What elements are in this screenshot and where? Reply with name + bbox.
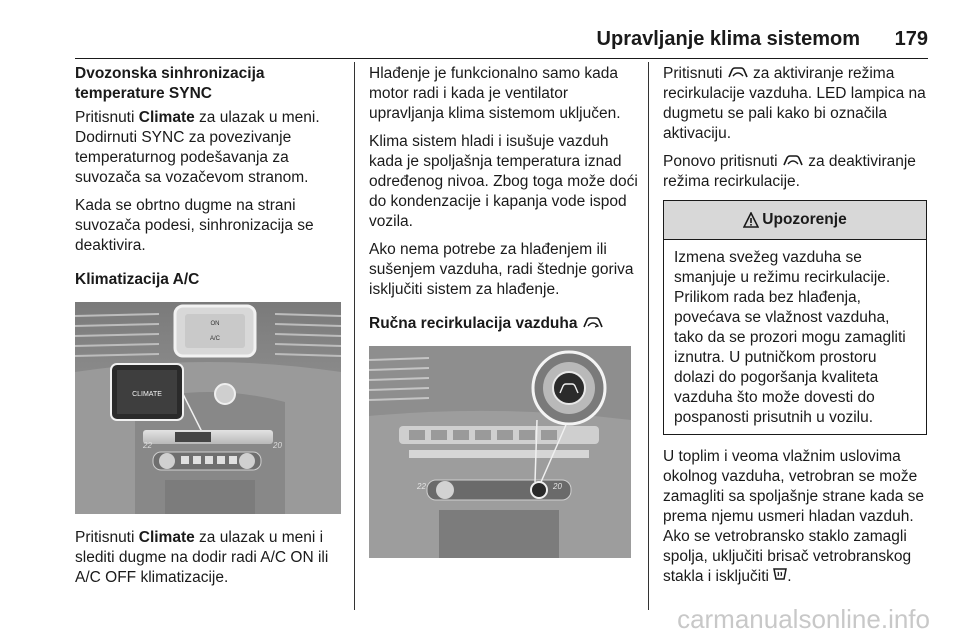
section-heading-sync: Dvozonska sinhronizacija temperature SYNC — [75, 65, 265, 102]
temp-right-label: 20 — [273, 441, 282, 450]
paragraph: Kada se obrtno dugme na strani suvozača podesi, sinhronizacija se deaktivira. — [75, 197, 314, 254]
recirculation-icon — [582, 316, 604, 330]
column-right — [663, 64, 927, 595]
paragraph: Pritisnuti za aktiviranje režima recirkulacije vazduha. LED lampica na dugmetu se pali kako bi označila aktivaciju. — [663, 65, 926, 142]
warning-box — [663, 200, 927, 435]
column-divider — [648, 62, 649, 610]
on-label: ON — [210, 321, 220, 327]
recirculation-button-photo — [369, 346, 631, 558]
paragraph: Pritisnuti Climate za ulazak u meni. Dodirnuti SYNC za povezivanje temperaturnog podešavanja za suvozača sa vozačevom stranom. — [75, 109, 320, 186]
recirculation-icon — [727, 66, 749, 80]
warning-text: Izmena svežeg vazduha se smanjuje u režimu recirkulacije. Prilikom rada bez hlađenja, povećava se vlažnost vazduha, tako da se prozori mogu zamagliti iznutra. U putničkom prostoru dolazi do pogoršanja kvaliteta vazduha što može dovesti do pospanosti prisutnih u vozilu. — [674, 249, 906, 426]
paragraph: Hlađenje je funkcionalno samo kada motor radi i kada je ventilator upravljanja klima sistemom uključen. — [369, 65, 621, 122]
climate-label: CLIMATE — [132, 391, 162, 398]
section-heading-ac: Klimatizacija A/C — [75, 271, 200, 288]
section-heading-recirculation: Ručna recirkulacija vazduha — [369, 314, 641, 334]
paragraph: Klima sistem hladi i isušuje vazduh kada je spoljašnja temperatura iznad određenog nivoa. Zbog toga može doći do kondenzacije i kapanja vode ispod vozila. — [369, 133, 638, 230]
windshield-air-icon — [773, 567, 787, 583]
column-middle — [369, 64, 641, 558]
column-divider — [354, 62, 355, 610]
temp-left-label: 22 — [417, 482, 426, 491]
recirculation-icon — [782, 154, 804, 168]
warning-header — [664, 201, 926, 240]
ac-label: A/C — [209, 336, 221, 342]
paragraph: Ponovo pritisnuti za deaktiviranje režima recirkulacije. — [663, 153, 916, 190]
header-rule — [75, 58, 928, 59]
watermark: carmanualsonline.info — [677, 604, 930, 634]
temp-left-label: 22 — [143, 441, 152, 450]
paragraph: U toplim i veoma vlažnim uslovima okolnog vazduha, vetrobran se može zamagliti sa spoljašnje strane kada se prema njemu usmeri hladan vazduh. Ako se vetrobransko staklo zamagli spolja, uključiti brisač vetrobranskog stakla i isključiti . — [663, 448, 925, 585]
climate-panel-photo — [75, 302, 341, 514]
warning-triangle-icon — [743, 212, 759, 228]
paragraph: Ako nema potrebe za hlađenjem ili sušenjem vazduha, radi štednje goriva isključiti sistem za hlađenje. — [369, 241, 634, 298]
column-left — [75, 64, 347, 596]
warning-title: Upozorenje — [762, 211, 847, 228]
page-header-title: Upravljanje klima sistemom — [596, 28, 860, 50]
temp-right-label: 20 — [553, 482, 562, 491]
paragraph: Pritisnuti Climate za ulazak u meni i slediti dugme na dodir radi A/C ON ili A/C OFF klimatizacije. — [75, 529, 329, 586]
page-number: 179 — [894, 28, 928, 50]
